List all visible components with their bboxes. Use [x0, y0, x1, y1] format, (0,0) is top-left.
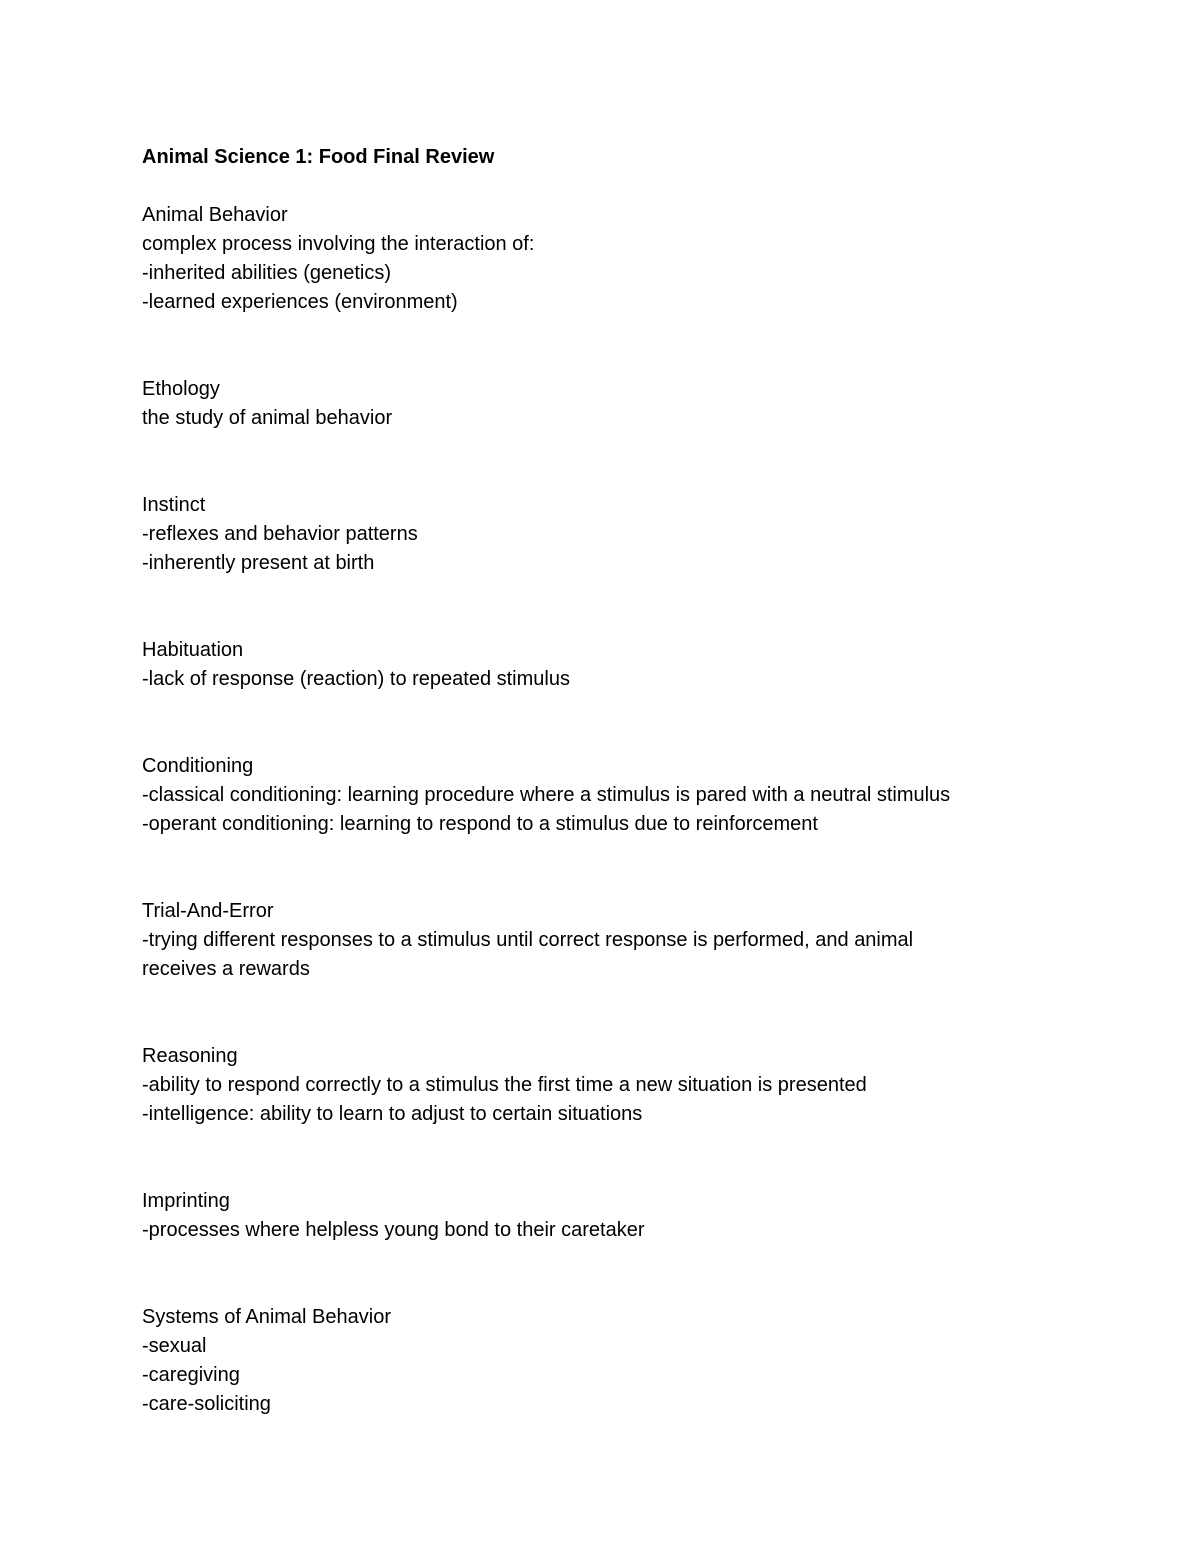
spacer — [142, 578, 1102, 636]
spacer — [142, 317, 1102, 375]
spacer — [142, 694, 1102, 752]
section-line: -care-soliciting — [142, 1393, 271, 1415]
section-heading: Trial-And-Error — [142, 900, 274, 922]
section-line: complex process involving the interaction of: — [142, 233, 535, 255]
section-imprinting — [142, 1187, 1102, 1245]
section-heading: Imprinting — [142, 1190, 230, 1212]
section-line: -inherently present at birth — [142, 552, 375, 574]
section-line: -inherited abilities (genetics) — [142, 262, 392, 284]
section-heading: Habituation — [142, 639, 244, 661]
section-heading: Systems of Animal Behavior — [142, 1306, 391, 1328]
section-line: -trying different responses to a stimulus until correct response is performed, and animal — [142, 929, 914, 951]
spacer — [142, 984, 1102, 1042]
section-heading: Conditioning — [142, 755, 254, 777]
section-heading: Instinct — [142, 494, 206, 516]
section-line: receives a rewards — [142, 958, 310, 980]
section-line: -sexual — [142, 1335, 207, 1357]
section-line: -reflexes and behavior patterns — [142, 523, 418, 545]
document-content — [142, 143, 1102, 1419]
spacer — [142, 172, 1102, 201]
section-systems-of-animal-behavior — [142, 1303, 1102, 1419]
section-line: -caregiving — [142, 1364, 240, 1386]
section-line: -intelligence: ability to learn to adjust to certain situations — [142, 1103, 643, 1125]
section-heading: Reasoning — [142, 1045, 238, 1067]
section-heading: Ethology — [142, 378, 220, 400]
section-line: -processes where helpless young bond to their caretaker — [142, 1219, 645, 1241]
section-conditioning — [142, 752, 1102, 839]
section-line: -learned experiences (environment) — [142, 291, 458, 313]
spacer — [142, 1245, 1102, 1303]
spacer — [142, 839, 1102, 897]
spacer — [142, 1129, 1102, 1187]
document-title: Animal Science 1: Food Final Review — [142, 146, 495, 168]
section-habituation — [142, 636, 1102, 694]
section-line: -classical conditioning: learning procedure where a stimulus is pared with a neutral stimulus — [142, 784, 951, 806]
section-trial-and-error — [142, 897, 1102, 984]
section-line: -ability to respond correctly to a stimulus the first time a new situation is presented — [142, 1074, 867, 1096]
section-heading: Animal Behavior — [142, 204, 288, 226]
section-ethology — [142, 375, 1102, 433]
section-line: -lack of response (reaction) to repeated stimulus — [142, 668, 570, 690]
section-reasoning — [142, 1042, 1102, 1129]
section-animal-behavior — [142, 201, 1102, 317]
section-line: -operant conditioning: learning to respond to a stimulus due to reinforcement — [142, 813, 818, 835]
section-line: the study of animal behavior — [142, 407, 393, 429]
spacer — [142, 433, 1102, 491]
section-instinct — [142, 491, 1102, 578]
